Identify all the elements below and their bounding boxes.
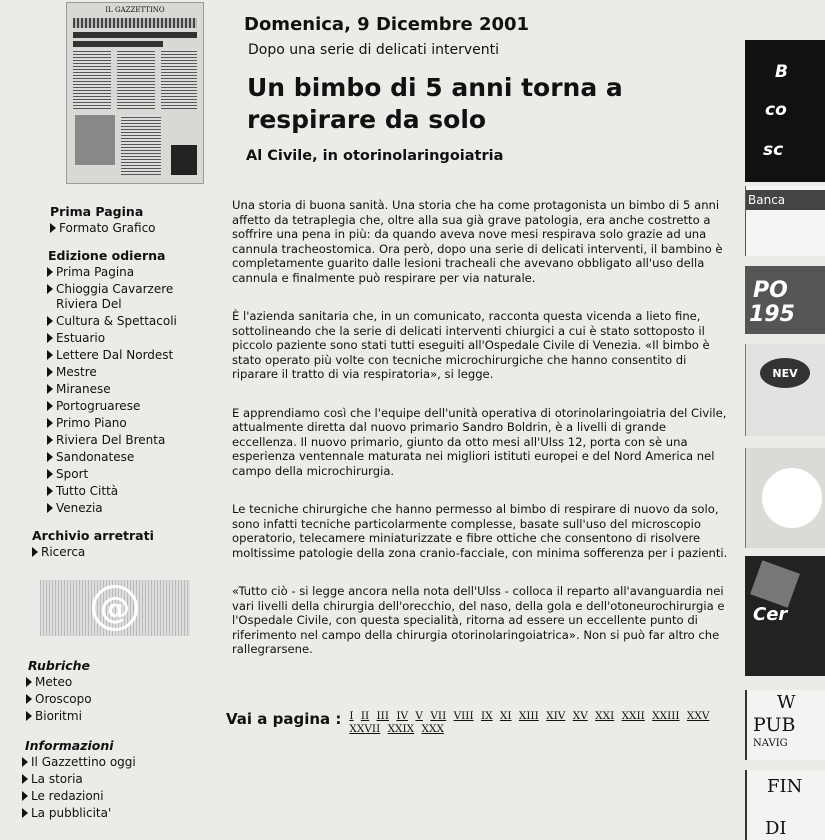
article-paragraph: «Tutto ciò - si legge ancora nella nota dell'Ulss - colloca il reparto all'avanguardia nei vari livelli della chirurgia dell'orecchio, del naso, della gola e dell'otoneurochirurgia e l'Ospedale Civile, con questa specialità, ritorna ad essere un eccellente punto di riferimento nel campo della chirurgia otorinolaringoiatrica». Non si può far altro che rallegrarsene. [232,584,725,656]
right-banner-cer[interactable]: Cer [745,556,825,676]
arrow-right-icon [32,547,38,557]
sidebar-item-sandonatese[interactable]: Sandonatese [47,450,210,465]
banner-graphic [762,468,822,528]
section-rubriche: Rubriche [28,658,91,673]
page-link[interactable]: XXV [686,710,710,722]
arrow-right-icon [47,418,53,428]
page-link[interactable]: XIV [546,710,566,722]
sidebar-item-tutto-citta[interactable]: Tutto Città [47,484,210,499]
arrow-right-icon [47,401,53,411]
sidebar-item-meteo[interactable]: Meteo [26,675,210,690]
article-kicker: Dopo una serie di delicati interventi [248,42,500,58]
sidebar-item-la-storia[interactable]: La storia [22,772,210,787]
thumbnail-masthead-bar [73,18,197,28]
page-link[interactable]: V [415,710,423,722]
page-link[interactable]: XXIII [652,710,680,722]
sidebar-item-riviera-brenta[interactable]: Riviera Del Brenta [47,433,210,448]
article-paragraph: Le tecniche chirurgiche che hanno permesso al bimbo di respirare di nuovo da solo, sono infatti tecniche particolarmente complesse, basate sull'uso del microscopio operatorio, telecamere miniaturizzate e fibre ottiche che consentono di risolvere moltissime patologie della zona cranio-facciale, con minima sofferenza per i pazienti. [232,502,728,560]
thumbnail-column [73,49,111,109]
page-link[interactable]: XXIX [387,723,415,735]
arrow-right-icon [47,503,53,513]
arrow-right-icon [47,452,53,462]
sidebar-item-estuario[interactable]: Estuario [47,331,210,346]
pager-links [349,710,736,736]
banner-graphic [750,560,800,608]
article-paragraph: E apprendiamo così che l'equipe dell'unità operativa di otorinolaringoiatria del Civile, attualmente diretta dal nuovo primario Sandro Boldrin, è a livelli di grande eccellenza. Il nuovo primario, giunto da otto mesi all'Ulss 12, porta con sè una esperienza ventennale maturata nei migliori istituti europei e del Nord America nel campo della microchirurgia. [232,405,727,478]
article-title: Un bimbo di 5 anni torna a respirare da solo [247,73,623,134]
front-page-thumbnail[interactable] [66,2,204,184]
sidebar-item-primo-piano[interactable]: Primo Piano [47,416,210,431]
arrow-right-icon [47,284,53,294]
sidebar-item-formato-grafico[interactable]: Formato Grafico [50,221,210,236]
page-link[interactable]: VIII [453,710,474,722]
thumbnail-column [117,49,155,109]
page-link[interactable]: XXVII [349,723,381,735]
arrow-right-icon [47,316,53,326]
left-sidebar [20,200,210,562]
arrow-right-icon [47,333,53,343]
section-prima-pagina: Prima Pagina [50,204,144,219]
sidebar-item-chioggia[interactable]: Chioggia Cavarzere Riviera Del [47,282,210,312]
article-subtitle: Al Civile, in otorinolaringoiatria [246,148,504,164]
arrow-right-icon [22,808,28,818]
at-icon: @ [92,585,138,631]
page-link[interactable]: IX [480,710,493,722]
arrow-right-icon [47,267,53,277]
page-link[interactable]: XXX [421,723,444,735]
page-link[interactable]: III [376,710,389,722]
email-banner[interactable] [40,580,190,636]
thumbnail-photo [75,115,115,165]
right-banner-fin[interactable]: FIN DI [745,770,825,840]
page-link[interactable]: I [349,710,354,722]
sidebar-item-le-redazioni[interactable]: Le redazioni [22,789,210,804]
sidebar-item-sport[interactable]: Sport [47,467,210,482]
thumbnail-masthead: IL GAZZETTINO [105,6,165,14]
page-navigator [226,710,736,736]
left-sidebar-lower [20,654,210,823]
thumbnail-column [121,115,161,175]
sidebar-item-la-pubblicita[interactable]: La pubblicita' [22,806,210,821]
page-link[interactable]: XIII [518,710,539,722]
arrow-right-icon [47,367,53,377]
sidebar-item-lettere[interactable]: Lettere Dal Nordest [47,348,210,363]
right-banner-blank[interactable] [745,448,825,548]
arrow-right-icon [47,486,53,496]
thumbnail-headline-2 [73,41,163,47]
arrow-right-icon [22,774,28,784]
sidebar-item-ricerca[interactable]: Ricerca [32,545,210,560]
sidebar-item-miranese[interactable]: Miranese [47,382,210,397]
sidebar-item-oroscopo[interactable]: Oroscopo [26,692,210,707]
arrow-right-icon [26,711,32,721]
thumbnail-column [161,49,197,109]
arrow-right-icon [26,677,32,687]
arrow-right-icon [22,791,28,801]
article-paragraph: È l'azienda sanitaria che, in un comunicato, racconta questa vicenda a lieto fine, sottolineando che la serie di delicati interventi chiurgici a cui è stato sottoposto il piccolo paziente sono stati tutti eseguiti all'Ospedale Civile di Venezia. «Il bimbo è stato operato più volte con tecniche microchirurgiche che hanno consentito di riparare il tratto di via respiratoria», si legge. [232,309,710,381]
sidebar-item-mestre[interactable]: Mestre [47,365,210,380]
sidebar-item-portogruarese[interactable]: Portogruarese [47,399,210,414]
arrow-right-icon [26,694,32,704]
page-link[interactable]: IV [396,710,409,722]
article-body [232,198,734,681]
right-banner-pub[interactable]: W PUB NAVIG [745,690,825,760]
arrow-right-icon [47,469,53,479]
thumbnail-headline [73,32,197,38]
right-banner-bank[interactable]: Banca [745,186,825,256]
right-banner-po[interactable]: PO 195 [745,266,825,334]
arrow-right-icon [47,384,53,394]
section-edizione-odierna: Edizione odierna [48,248,166,263]
section-archivio: Archivio arretrati [32,528,154,543]
right-banner-news[interactable]: NEV [745,344,825,436]
thumbnail-photo [171,145,197,175]
page-link[interactable]: II [360,710,370,722]
page-link[interactable]: XXI [595,710,615,722]
section-informazioni: Informazioni [25,738,114,753]
arrow-right-icon [47,350,53,360]
arrow-right-icon [22,757,28,767]
sidebar-item-prima-pagina[interactable]: Prima Pagina [47,265,210,280]
page-link[interactable]: XXII [621,710,645,722]
arrow-right-icon [47,435,53,445]
page-link[interactable]: XV [572,710,588,722]
sidebar-item-gazzettino-oggi[interactable]: Il Gazzettino oggi [22,755,210,770]
sidebar-item-cultura[interactable]: Cultura & Spettacoli [47,314,210,329]
right-banner-1[interactable]: B co sc [745,40,825,182]
article-paragraph: Una storia di buona sanità. Una storia che ha come protagonista un bimbo di 5 anni affetto da tetraplegia che, oltre alla sua già grave patologia, era anche costretto a soffrire una pena in più: da quando aveva nove mesi respirava solo grazie ad una cannula tracheostomica. Ora però, dopo una serie di delicati interventi, il bambino è completamente guarito dalle lesioni tracheali che avevano obbligato all'uso della cannula e finalmente può respirare per via naturale. [232,198,723,285]
pager-label: Vai a pagina : [226,710,342,728]
page-link[interactable]: XI [499,710,512,722]
sidebar-item-venezia[interactable]: Venezia [47,501,210,516]
article-date: Domenica, 9 Dicembre 2001 [244,14,530,35]
page-link[interactable]: VII [430,710,447,722]
arrow-right-icon [50,223,56,233]
sidebar-item-bioritmi[interactable]: Bioritmi [26,709,210,724]
